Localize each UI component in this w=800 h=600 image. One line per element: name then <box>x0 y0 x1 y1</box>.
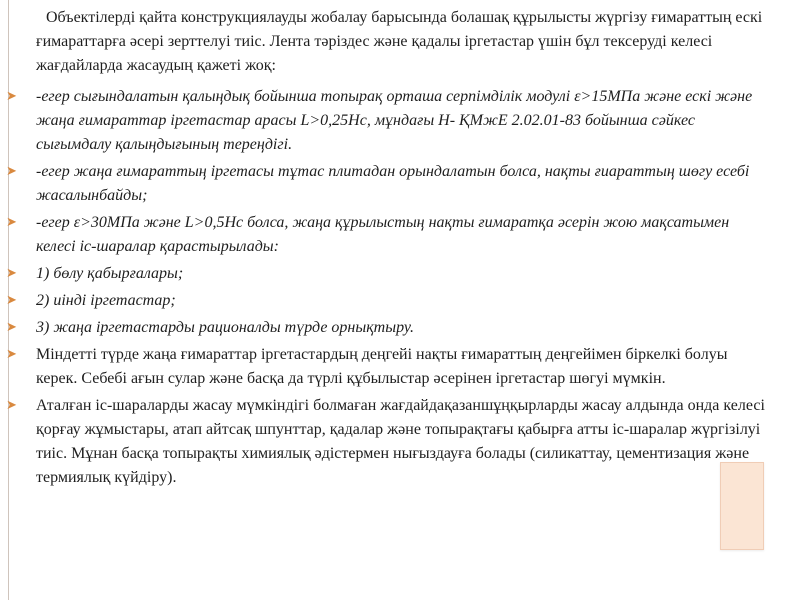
arrow-bullet-icon: ➤ <box>6 89 17 104</box>
slide-content <box>6 6 766 493</box>
arrow-bullet-icon: ➤ <box>6 293 17 308</box>
bullet-paragraph <box>6 343 766 391</box>
paragraph-text: Міндетті түрде жаңа ғимараттар іргетастардың деңгейі нақты ғимараттың деңгейімен біркелкі болуы керек. Себебі ағын сулар және басқа да түрлі құбылыстар әсерінен іргетастар шөгуі мүмкін. <box>36 346 728 387</box>
bullet-paragraph <box>6 262 766 286</box>
paragraph-text: -егер сығындалатын қалыңдық бойынша топырақ орташа серпімділік модулі ε>15МПа және ескі және жаңа ғимараттар іргетастар арасы L>0,25Нс, мұндағы Н- ҚМжЕ 2.02.01-83 бойынша сәйкес сығымдалу қалыңдығының тереңдігі. <box>36 88 753 153</box>
paragraph-text: Объектілерді қайта конструкциялауды жобалау барысында болашақ құрылысты жүргізу ғимараттың ескі ғимараттарға әсері зерттелуі тиіс. Лента тәріздес және қадалы іргетастар үшін бұл тексеруді келесі жағдайларда жасаудың қажеті жоқ: <box>36 9 763 74</box>
bullet-paragraph <box>6 160 766 208</box>
intro-paragraph <box>26 6 766 78</box>
paragraph-text: Аталған іс-шараларды жасау мүмкіндігі болмаған жағдайдақазаншұңқырларды жасау алдында онда келесі қорғау жұмыстары, атап айтсақ шпунттар, қадалар және топырақтағы қабырға атты іс-шаралар жүргізілуі тиіс. Мұнан басқа топырақты химиялық әдістермен нығыздауға болады (силикаттау, цементизация және термиялық күйдіру). <box>36 397 765 486</box>
arrow-bullet-icon: ➤ <box>6 266 17 281</box>
decorative-side-tab <box>720 462 764 550</box>
bullet-paragraph <box>6 316 766 340</box>
arrow-bullet-icon: ➤ <box>6 320 17 335</box>
arrow-bullet-icon: ➤ <box>6 164 17 179</box>
bullet-paragraph <box>6 85 766 157</box>
paragraph-text: 1) бөлу қабырғалары; <box>36 265 184 282</box>
paragraph-text: 2) иінді іргетастар; <box>36 292 176 309</box>
bullet-paragraph <box>6 289 766 313</box>
paragraph-text: -егер ε>30МПа және L>0,5Нс болса, жаңа құрылыстың нақты ғимаратқа әсерін жою мақсатымен келесі іс-шаралар қарастырылады: <box>36 214 730 255</box>
bullet-paragraph <box>6 211 766 259</box>
arrow-bullet-icon: ➤ <box>6 215 17 230</box>
paragraph-text: -егер жаңа ғимараттың іргетасы тұтас плитадан орындалатын болса, нақты ғиараттың шөгу есебі жасалынбайды; <box>36 163 750 204</box>
paragraph-text: 3) жаңа іргетастарды рационалды түрде орнықтыру. <box>36 319 414 336</box>
bullet-paragraph <box>6 394 766 490</box>
arrow-bullet-icon: ➤ <box>6 398 17 413</box>
arrow-bullet-icon: ➤ <box>6 347 17 362</box>
